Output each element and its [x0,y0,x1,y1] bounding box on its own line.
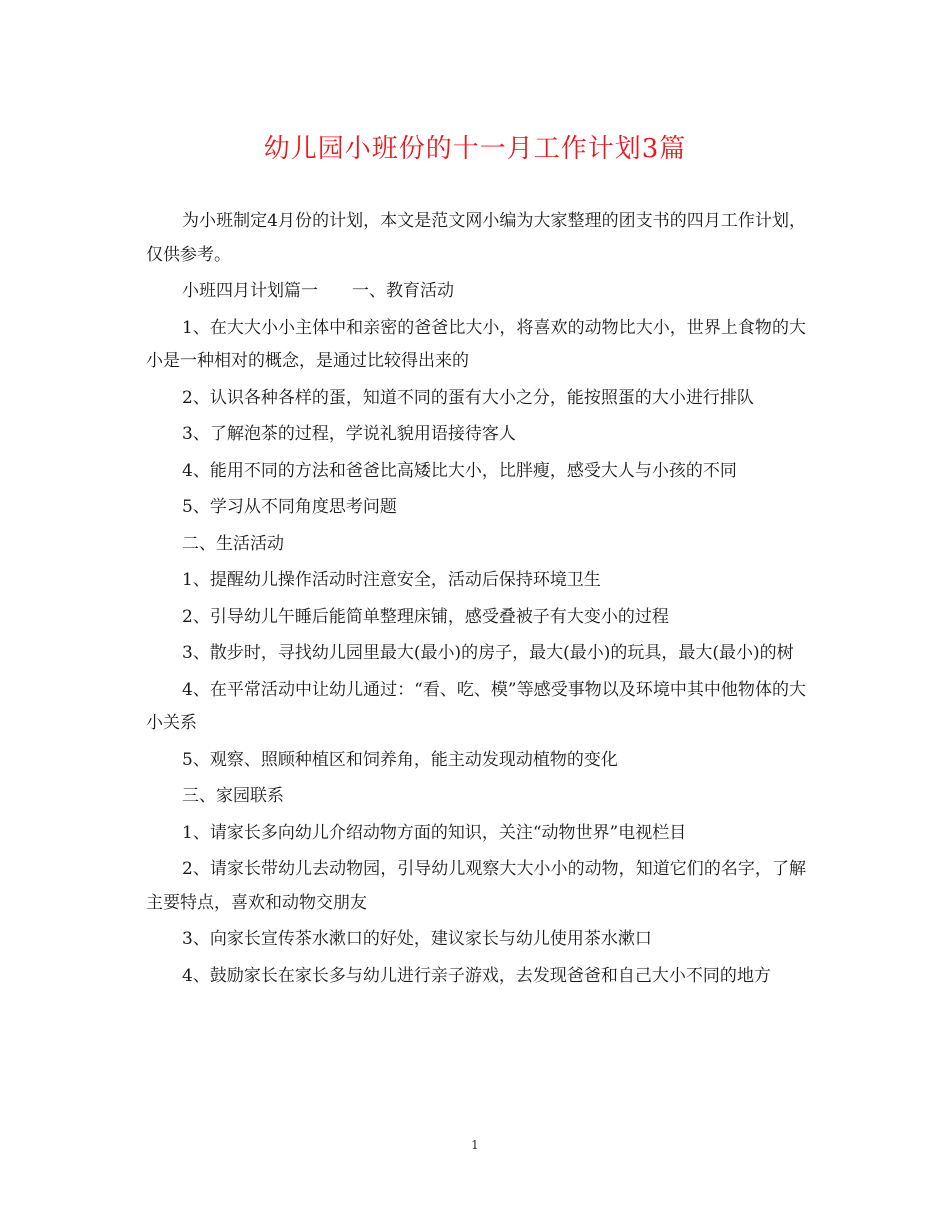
paragraph: 2、认识各种各样的蛋，知道不同的蛋有大小之分，能按照蛋的大小进行排队 [182,387,754,408]
paragraph: 1、在大大小小主体中和亲密的爸爸比大小，将喜欢的动物比大小，世界上食物的大小是一种相对的概念，是通过比较得出来的 [146,317,806,371]
paragraph: 2、请家长带幼儿去动物园，引导幼儿观察大大小小的动物，知道它们的名字，了解主要特点，喜欢和动物交朋友 [146,859,806,913]
paragraph: 1、请家长多向幼儿介绍动物方面的知识，关注“动物世界”电视栏目 [182,822,687,843]
paragraph: 2、引导幼儿午睡后能简单整理床铺，感受叠被子有大变小的过程 [182,606,669,627]
paragraph: 1、提醒幼儿操作活动时注意安全，活动后保持环境卫生 [182,570,601,590]
section-heading: 二、生活活动 [182,533,284,554]
document-title: 幼儿园小班份的十一月工作计划3篇 [263,134,687,164]
page-number: 1 [471,1138,479,1152]
paragraph: 4、能用不同的方法和爸爸比高矮比大小，比胖瘦，感受大人与小孩的不同 [182,460,737,481]
paragraph: 4、在平常活动中让幼儿通过：“看、吃、模”等感受事物以及环境中其中他物体的大小关系 [146,679,806,733]
paragraph: 为小班制定4月份的计划，本文是范文网小编为大家整理的团支书的四月工作计划，仅供参考。 [146,211,806,265]
paragraph: 3、向家长宣传茶水漱口的好处，建议家长与幼儿使用茶水漱口 [182,929,652,949]
document-body [146,205,806,996]
paragraph: 4、鼓励家长在家长多与幼儿进行亲子游戏，去发现爸爸和自己大小不同的地方 [182,965,771,986]
paragraph: 小班四月计划篇一 一、教育活动 [182,281,454,301]
paragraph: 5、学习从不同角度思考问题 [182,497,397,517]
paragraph: 3、散步时，寻找幼儿园里最大(最小)的房子，最大(最小)的玩具，最大(最小)的树 [182,643,794,663]
paragraph: 3、了解泡茶的过程，学说礼貌用语接待客人 [182,424,516,444]
section-heading: 三、家园联系 [182,786,284,806]
paragraph: 5、观察、照顾种植区和饲养角，能主动发现动植物的变化 [182,749,618,770]
